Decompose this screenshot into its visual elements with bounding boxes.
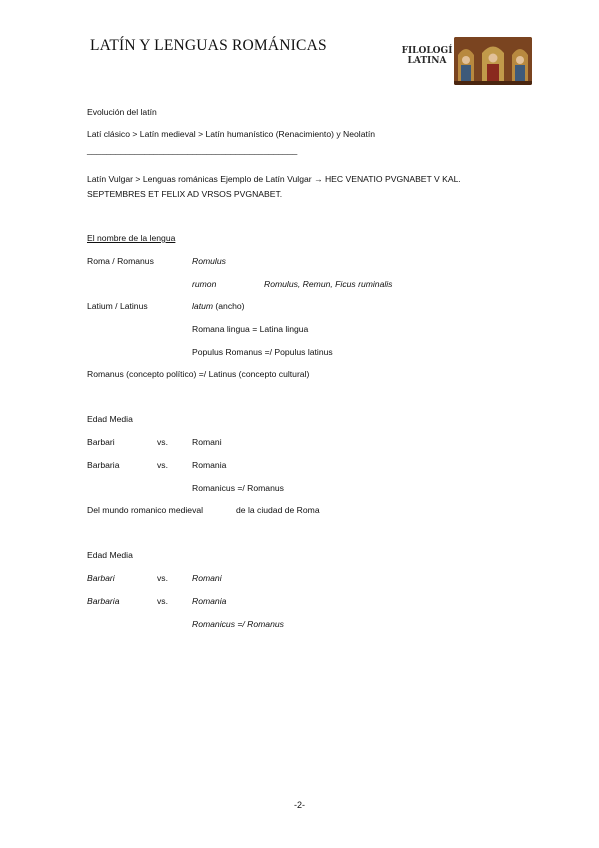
vs-label: vs. (157, 437, 168, 447)
section-heading-nombre: El nombre de la lengua (87, 233, 176, 243)
rumon-examples: Romulus, Remun, Ficus ruminalis (264, 279, 393, 289)
vs-label: vs. (157, 573, 168, 583)
barbaria-label: Barbaria (87, 460, 120, 470)
romanicus-italic-line: Romanicus =/ Romanus (192, 619, 284, 629)
romani-label: Romani (192, 437, 222, 447)
ancho-gloss: (ancho) (215, 301, 245, 311)
romani-italic: Romani (192, 573, 222, 583)
latium-latinus-label: Latium / Latinus (87, 301, 148, 311)
romana-lingua-line: Romana lingua = Latina lingua (192, 324, 309, 334)
section-heading-edad-media-2: Edad Media (87, 550, 133, 560)
rumon-term: rumon (192, 279, 217, 289)
barbari-italic: Barbari (87, 573, 115, 583)
manuscript-illustration-icon (454, 37, 532, 85)
barbari-label: Barbari (87, 437, 115, 447)
separator-rule: ____________________________________________ (87, 145, 298, 155)
populus-line: Populus Romanus =/ Populus latinus (192, 347, 333, 357)
latin-vulgar-line2: SEPTEMBRES ET FELIX AD VRSOS PVGNABET. (87, 189, 283, 199)
logo-text-line1: FILOLOGÍ (401, 46, 453, 56)
page-title: LATÍN Y LENGUAS ROMÁNICAS (90, 37, 327, 54)
section-heading-evolucion: Evolución del latín (87, 107, 157, 117)
roma-romanus-label: Roma / Romanus (87, 256, 154, 266)
page-number: -2- (294, 800, 305, 810)
latum-line (192, 301, 245, 311)
romanicus-line: Romanicus =/ Romanus (192, 483, 284, 493)
ciudad-roma-text: de la ciudad de Roma (236, 505, 320, 515)
vs-label: vs. (157, 596, 168, 606)
romania-italic: Romania (192, 596, 227, 606)
romanus-concepto-line: Romanus (concepto político) =/ Latinus (concepto cultural) (87, 369, 310, 379)
logo-text-line2: LATINA (407, 56, 447, 66)
vs-label: vs. (157, 460, 168, 470)
section-heading-edad-media: Edad Media (87, 414, 133, 424)
romania-label: Romania (192, 460, 227, 470)
evolution-text: Latí clásico > Latín medieval > Latín humanístico (Renacimiento) y Neolatín (87, 129, 376, 139)
mundo-romanico-text: Del mundo romanico medieval (87, 505, 204, 515)
romulus-term: Romulus (192, 256, 226, 266)
latum-term: latum (192, 301, 214, 311)
logo-manuscript-image (454, 37, 532, 85)
latin-vulgar-line1: Latín Vulgar > Lenguas románicas Ejemplo de Latín Vulgar → HEC VENATIO PVGNABET V KAL. (87, 174, 461, 184)
logo-text (400, 46, 454, 66)
barbaria-italic: Barbaria (87, 596, 120, 606)
filologia-latina-logo (400, 37, 532, 85)
